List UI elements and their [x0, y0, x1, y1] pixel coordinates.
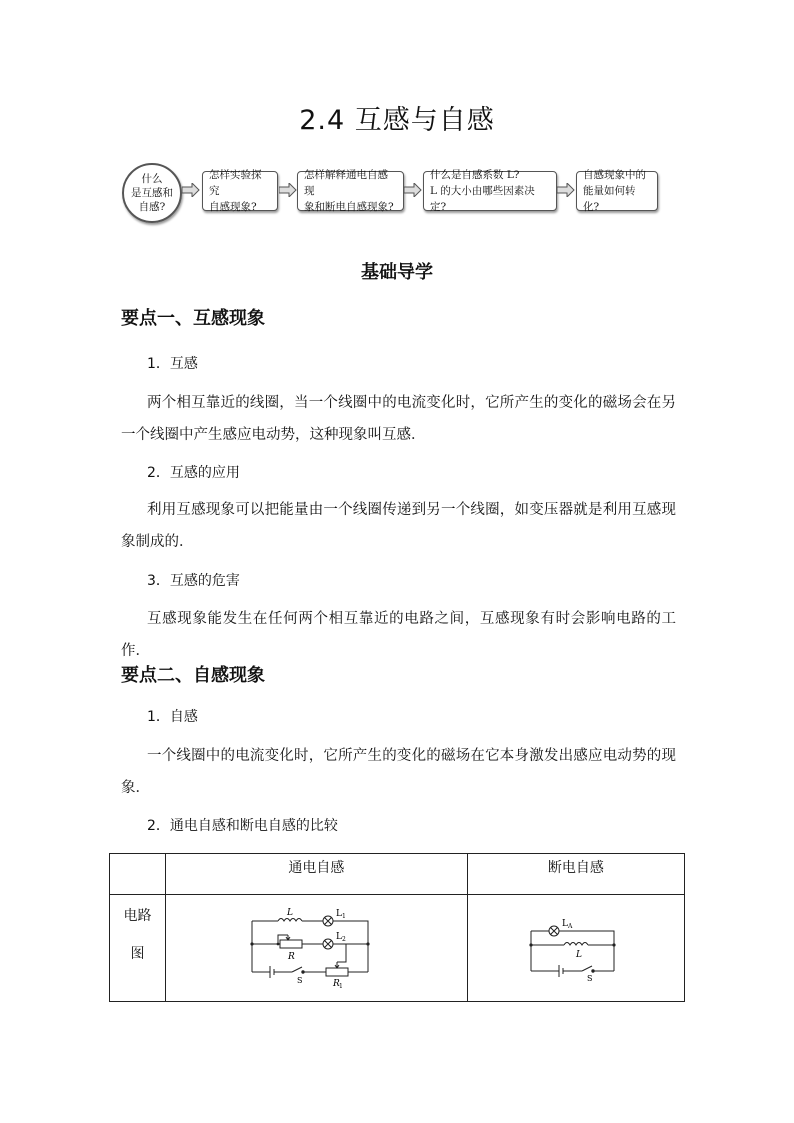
heading-point-1: 要点一、互感现象 — [121, 308, 265, 329]
label-S: S — [297, 976, 303, 985]
label-L1-sub: 1 — [342, 913, 347, 920]
flow-arrow-icon — [404, 183, 422, 197]
heading-point-2: 要点二、自感现象 — [121, 665, 265, 686]
label-L2: L — [336, 932, 343, 942]
flow-arrow-icon — [182, 183, 200, 197]
circuit-diagram-deenergize — [467, 895, 684, 1002]
circuit-diagram-energize — [166, 895, 468, 1002]
paragraph: 互感现象能发生在任何两个相互靠近的电路之间，互感现象有时会影响电路的工作． — [121, 611, 676, 659]
flow-start-circle: 什么 是互感和 自感? — [122, 163, 182, 223]
row-label-line-2: 图 — [130, 946, 145, 962]
label-L2-sub: 2 — [342, 936, 347, 943]
flow-arrow-icon — [279, 183, 297, 197]
label-R1: R — [333, 979, 341, 989]
label-R1-sub: 1 — [339, 983, 344, 989]
item-label: 3．互感的危害 — [147, 573, 240, 589]
label-R: R — [288, 952, 296, 962]
flow-step-2: 怎样解释通电自感现 象和断电自感现象? — [297, 171, 404, 211]
paragraph: 一个线圈中的电流变化时，它所产生的变化的磁场在它本身激发出感应电动势的现象． — [121, 748, 676, 796]
label-LA-sub: A — [567, 923, 573, 930]
label-L1: L — [336, 909, 343, 919]
label-L: L — [575, 950, 582, 960]
row-label-line-1: 电路 — [123, 908, 152, 924]
flow-step-1: 怎样实验探究 自感现象? — [202, 171, 278, 211]
circuit-deenergize-svg — [526, 915, 626, 981]
circuit-energize-svg — [246, 907, 386, 989]
table-header-deenergize: 断电自感 — [467, 854, 684, 895]
label-LA: L — [561, 919, 568, 929]
paragraph: 利用互感现象可以把能量由一个线圈传递到另一个线圈，如变压器就是利用互感现象制成的． — [121, 502, 676, 550]
flow-step-3: 什么是自感系数 L? L 的大小由哪些因素决定? — [423, 171, 557, 211]
table-row-label — [110, 895, 166, 1002]
label-S: S — [586, 974, 593, 981]
section-title: 基础导学 — [361, 262, 433, 283]
flow-step-4: 自感现象中的 能量如何转化? — [576, 171, 658, 211]
page-title: 2.4 互感与自感 — [299, 105, 495, 136]
flow-arrow-icon — [557, 183, 575, 197]
label-L: L — [287, 908, 294, 918]
item-label: 2．通电自感和断电自感的比较 — [147, 818, 338, 834]
item-label: 1．自感 — [147, 709, 198, 725]
table-header-empty — [110, 854, 166, 895]
table-header-energize: 通电自感 — [166, 854, 468, 895]
comparison-table — [109, 853, 685, 1002]
item-label: 1．互感 — [147, 356, 198, 372]
paragraph: 两个相互靠近的线圈，当一个线圈中的电流变化时，它所产生的变化的磁场会在另一个线圈中产生感应电动势，这种现象叫互感． — [121, 395, 676, 443]
item-label: 2．互感的应用 — [147, 465, 240, 481]
